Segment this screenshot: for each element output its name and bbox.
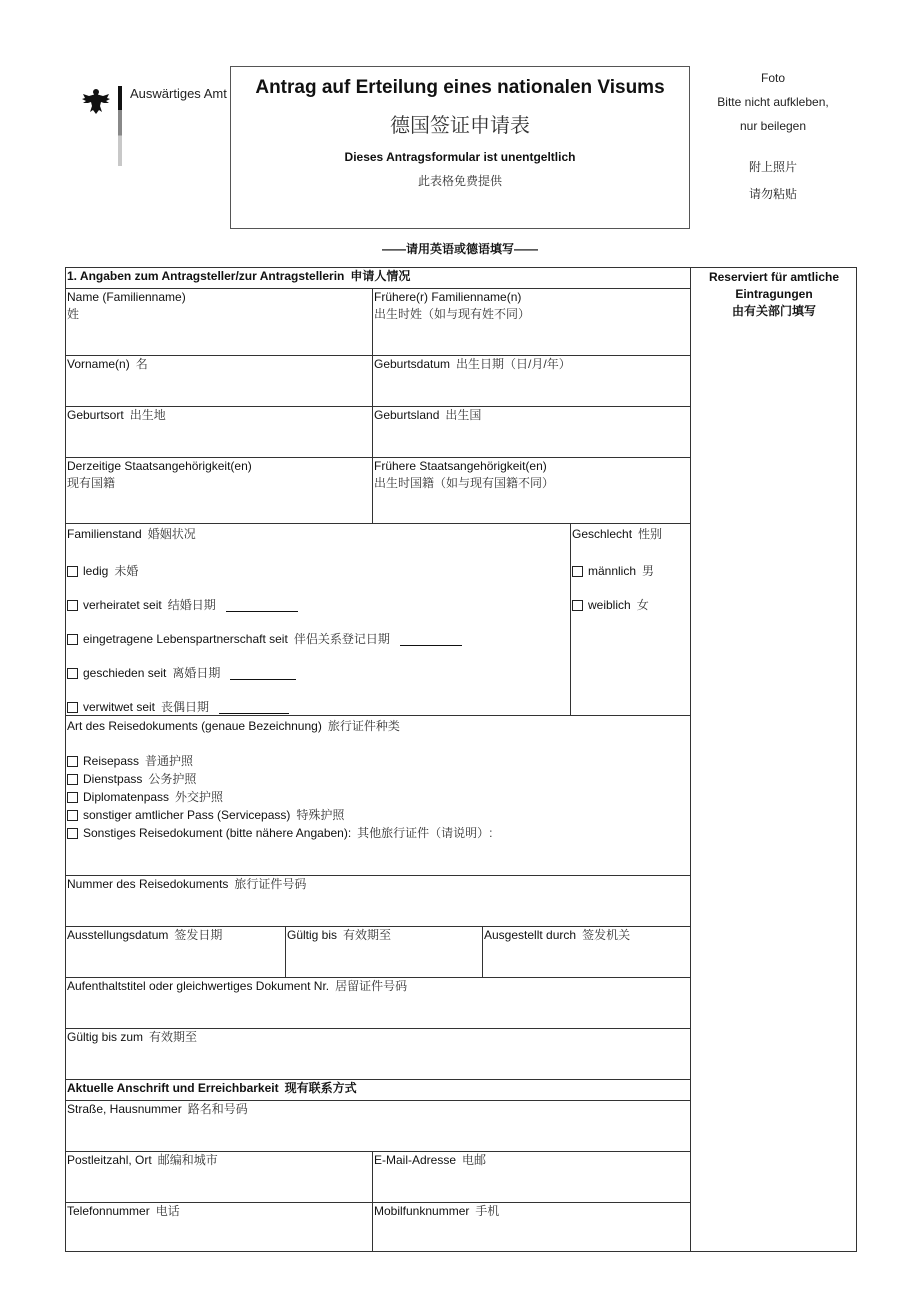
marital-status-group — [66, 523, 571, 716]
checkbox[interactable] — [67, 566, 78, 577]
option-label-cn: 丧偶日期 — [161, 700, 210, 714]
marital-option-partnership[interactable] — [67, 631, 571, 648]
birth-place-label-cn: 出生地 — [129, 408, 166, 422]
surname-label-de: Name (Familienname) — [67, 290, 186, 304]
free-note-cn: 此表格免费提供 — [417, 174, 502, 188]
former-surname-label-de: Frühere(r) Familienname(n) — [374, 290, 522, 304]
former-nationality-label-cn: 出生时国籍（如与现有国籍不同） — [374, 476, 555, 490]
postcode-label-de: Postleitzahl, Ort — [67, 1153, 152, 1167]
option-label-de: sonstiger amtlicher Pass (Servicepass) — [83, 808, 291, 822]
option-label-de: geschieden seit — [83, 666, 167, 680]
photo-note-cn-1: 附上照片 — [748, 160, 797, 174]
contact-title-cn: 现有联系方式 — [284, 1081, 357, 1095]
permit-valid-label-de: Gültig bis zum — [67, 1030, 144, 1044]
checkbox[interactable] — [67, 600, 78, 611]
option-label-cn: 普通护照 — [145, 754, 194, 768]
option-label-de: Dienstpass — [83, 772, 143, 786]
federal-eagle-logo — [80, 86, 112, 118]
date-blank[interactable] — [230, 667, 296, 680]
doc-type-label-cn: 旅行证件种类 — [327, 719, 400, 733]
logo-bar — [118, 86, 122, 166]
option-label-de: verheiratet seit — [83, 598, 162, 612]
surname-label-cn: 姓 — [67, 307, 80, 321]
permit-valid-label-cn: 有效期至 — [149, 1030, 198, 1044]
photo-area — [700, 66, 846, 208]
option-label-cn: 其他旅行证件（请说明）: — [357, 826, 493, 840]
issued-by-label-cn: 签发机关 — [582, 928, 631, 942]
doc-number-label-cn: 旅行证件号码 — [234, 877, 307, 891]
issue-date-label-de: Ausstellungsdatum — [67, 928, 169, 942]
issued-by-field[interactable] — [482, 926, 690, 977]
nationality-label-cn: 现有国籍 — [67, 476, 116, 490]
reserved-label-de: Reserviert für amtliche Eintragungen — [708, 270, 840, 301]
document-number-field[interactable] — [66, 875, 690, 926]
birth-date-label-de: Geburtsdatum — [374, 357, 451, 371]
option-label-de: weiblich — [588, 598, 631, 612]
doc-type-label-de: Art des Reisedokuments (genaue Bezeichnung) — [67, 719, 322, 733]
doc-option-other[interactable] — [67, 825, 690, 842]
street-label-cn: 路名和号码 — [187, 1102, 248, 1116]
checkbox[interactable] — [67, 828, 78, 839]
issued-by-label-de: Ausgestellt durch — [484, 928, 577, 942]
sex-group — [570, 523, 690, 716]
marital-option-divorced[interactable] — [67, 665, 571, 682]
sex-label-de: Geschlecht — [572, 527, 633, 541]
former-nationality-field[interactable] — [372, 457, 690, 524]
valid-until-field[interactable] — [285, 926, 483, 977]
option-label-cn: 女 — [636, 598, 649, 612]
phone-label-cn: 电话 — [155, 1204, 180, 1218]
birth-country-label-cn: 出生国 — [445, 408, 482, 422]
permit-valid-until-field[interactable] — [66, 1028, 690, 1079]
option-label-cn: 外交护照 — [175, 790, 224, 804]
option-label-de: verwitwet seit — [83, 700, 156, 714]
issue-date-field[interactable] — [66, 926, 286, 977]
nationality-label-de: Derzeitige Staatsangehörigkeit(en) — [67, 459, 252, 473]
birth-place-label-de: Geburtsort — [67, 408, 124, 422]
date-blank[interactable] — [219, 701, 289, 714]
language-note: ——请用英语或德语填写—— — [381, 242, 538, 256]
marital-option-single[interactable] — [67, 563, 571, 580]
option-label-de: Sonstiges Reisedokument (bitte nähere Angaben): — [83, 826, 352, 840]
option-label-cn: 公务护照 — [148, 772, 197, 786]
travel-document-type-group — [66, 715, 690, 876]
email-label-de: E-Mail-Adresse — [374, 1153, 457, 1167]
phone-label-de: Telefonnummer — [67, 1204, 150, 1218]
checkbox[interactable] — [67, 774, 78, 785]
residence-permit-label-cn: 居留证件号码 — [335, 979, 408, 993]
email-field[interactable] — [372, 1151, 690, 1202]
mobile-label-cn: 手机 — [475, 1204, 500, 1218]
option-label-cn: 未婚 — [114, 564, 139, 578]
street-field[interactable] — [66, 1100, 690, 1151]
option-label-cn: 特殊护照 — [296, 808, 345, 822]
option-label-cn: 男 — [642, 564, 655, 578]
residence-permit-label-de: Aufenthaltstitel oder gleichwertiges Dokument Nr. — [67, 979, 330, 993]
option-label-de: Diplomatenpass — [83, 790, 170, 804]
checkbox[interactable] — [67, 634, 78, 645]
marital-option-widowed[interactable] — [67, 699, 571, 716]
doc-option-service-passport[interactable] — [67, 771, 690, 788]
contact-title-de: Aktuelle Anschrift und Erreichbarkeit — [67, 1081, 279, 1095]
form-title-de: Antrag auf Erteilung eines nationalen Visums — [255, 77, 665, 98]
section-1-title-cn: 申请人情况 — [350, 269, 411, 283]
surname-field[interactable] — [66, 288, 373, 355]
marital-option-married[interactable] — [67, 597, 571, 614]
option-label-de: ledig — [83, 564, 109, 578]
former-surname-label-cn: 出生时姓（如与现有姓不同） — [374, 307, 531, 321]
doc-option-official-passport[interactable] — [67, 807, 690, 824]
checkbox[interactable] — [572, 600, 583, 611]
checkbox[interactable] — [67, 756, 78, 767]
checkbox[interactable] — [67, 792, 78, 803]
email-label-cn: 电邮 — [462, 1153, 487, 1167]
first-name-label-de: Vorname(n) — [67, 357, 130, 371]
form-title-cn: 德国签证申请表 — [390, 113, 530, 137]
reserved-label-cn: 由有关部门填写 — [731, 304, 816, 318]
postcode-label-cn: 邮编和城市 — [157, 1153, 218, 1167]
contact-section-header — [66, 1079, 690, 1100]
doc-number-label-de: Nummer des Reisedokuments — [67, 877, 229, 891]
birth-country-label-de: Geburtsland — [374, 408, 440, 422]
birth-date-label-cn: 出生日期（日/月/年） — [456, 357, 571, 371]
checkbox[interactable] — [572, 566, 583, 577]
former-nationality-label-de: Frühere Staatsangehörigkeit(en) — [374, 459, 547, 473]
former-surname-field[interactable] — [372, 288, 690, 355]
doc-option-passport[interactable] — [67, 753, 690, 770]
marital-label-de: Familienstand — [67, 527, 142, 541]
residence-permit-field[interactable] — [66, 977, 690, 1028]
postcode-city-field[interactable] — [66, 1151, 373, 1202]
option-label-cn: 结婚日期 — [167, 598, 216, 612]
option-label-de: männlich — [588, 564, 637, 578]
birth-country-field[interactable] — [372, 406, 690, 457]
photo-note-2: nur beilegen — [739, 119, 807, 133]
issue-date-label-cn: 签发日期 — [174, 928, 223, 942]
mobile-label-de: Mobilfunknummer — [374, 1204, 470, 1218]
phone-field[interactable] — [66, 1202, 373, 1251]
title-box — [230, 66, 690, 229]
section-1-header — [66, 268, 690, 288]
first-name-field[interactable] — [66, 355, 373, 406]
photo-note-1: Bitte nicht aufkleben, — [717, 95, 829, 109]
option-label-cn: 离婚日期 — [172, 666, 221, 680]
date-blank[interactable] — [226, 599, 298, 612]
checkbox[interactable] — [67, 810, 78, 821]
doc-option-diplomatic-passport[interactable] — [67, 789, 690, 806]
mobile-field[interactable] — [372, 1202, 690, 1251]
marital-label-cn: 婚姻状况 — [147, 527, 196, 541]
reserved-official-column — [690, 267, 857, 1252]
nationality-field[interactable] — [66, 457, 373, 524]
photo-label: Foto — [760, 71, 785, 85]
date-blank[interactable] — [400, 633, 462, 646]
checkbox[interactable] — [67, 702, 78, 713]
sex-label-cn: 性别 — [638, 527, 663, 541]
valid-until-label-de: Gültig bis — [287, 928, 338, 942]
option-label-de: eingetragene Lebenspartnerschaft seit — [83, 632, 288, 646]
photo-note-cn-2: 请勿粘贴 — [748, 187, 797, 201]
valid-until-label-cn: 有效期至 — [343, 928, 392, 942]
section-1-title-de: 1. Angaben zum Antragsteller/zur Antragstellerin — [67, 269, 345, 283]
sex-option-female[interactable] — [572, 597, 690, 614]
birth-place-field[interactable] — [66, 406, 373, 457]
free-note-de: Dieses Antragsformular ist unentgeltlich — [344, 150, 576, 164]
birth-date-field[interactable] — [372, 355, 690, 406]
agency-name: Auswärtiges Amt — [130, 86, 227, 101]
checkbox[interactable] — [67, 668, 78, 679]
option-label-de: Reisepass — [83, 754, 140, 768]
first-name-label-cn: 名 — [135, 357, 148, 371]
street-label-de: Straße, Hausnummer — [67, 1102, 182, 1116]
option-label-cn: 伴侣关系登记日期 — [293, 632, 390, 646]
sex-option-male[interactable] — [572, 563, 690, 580]
